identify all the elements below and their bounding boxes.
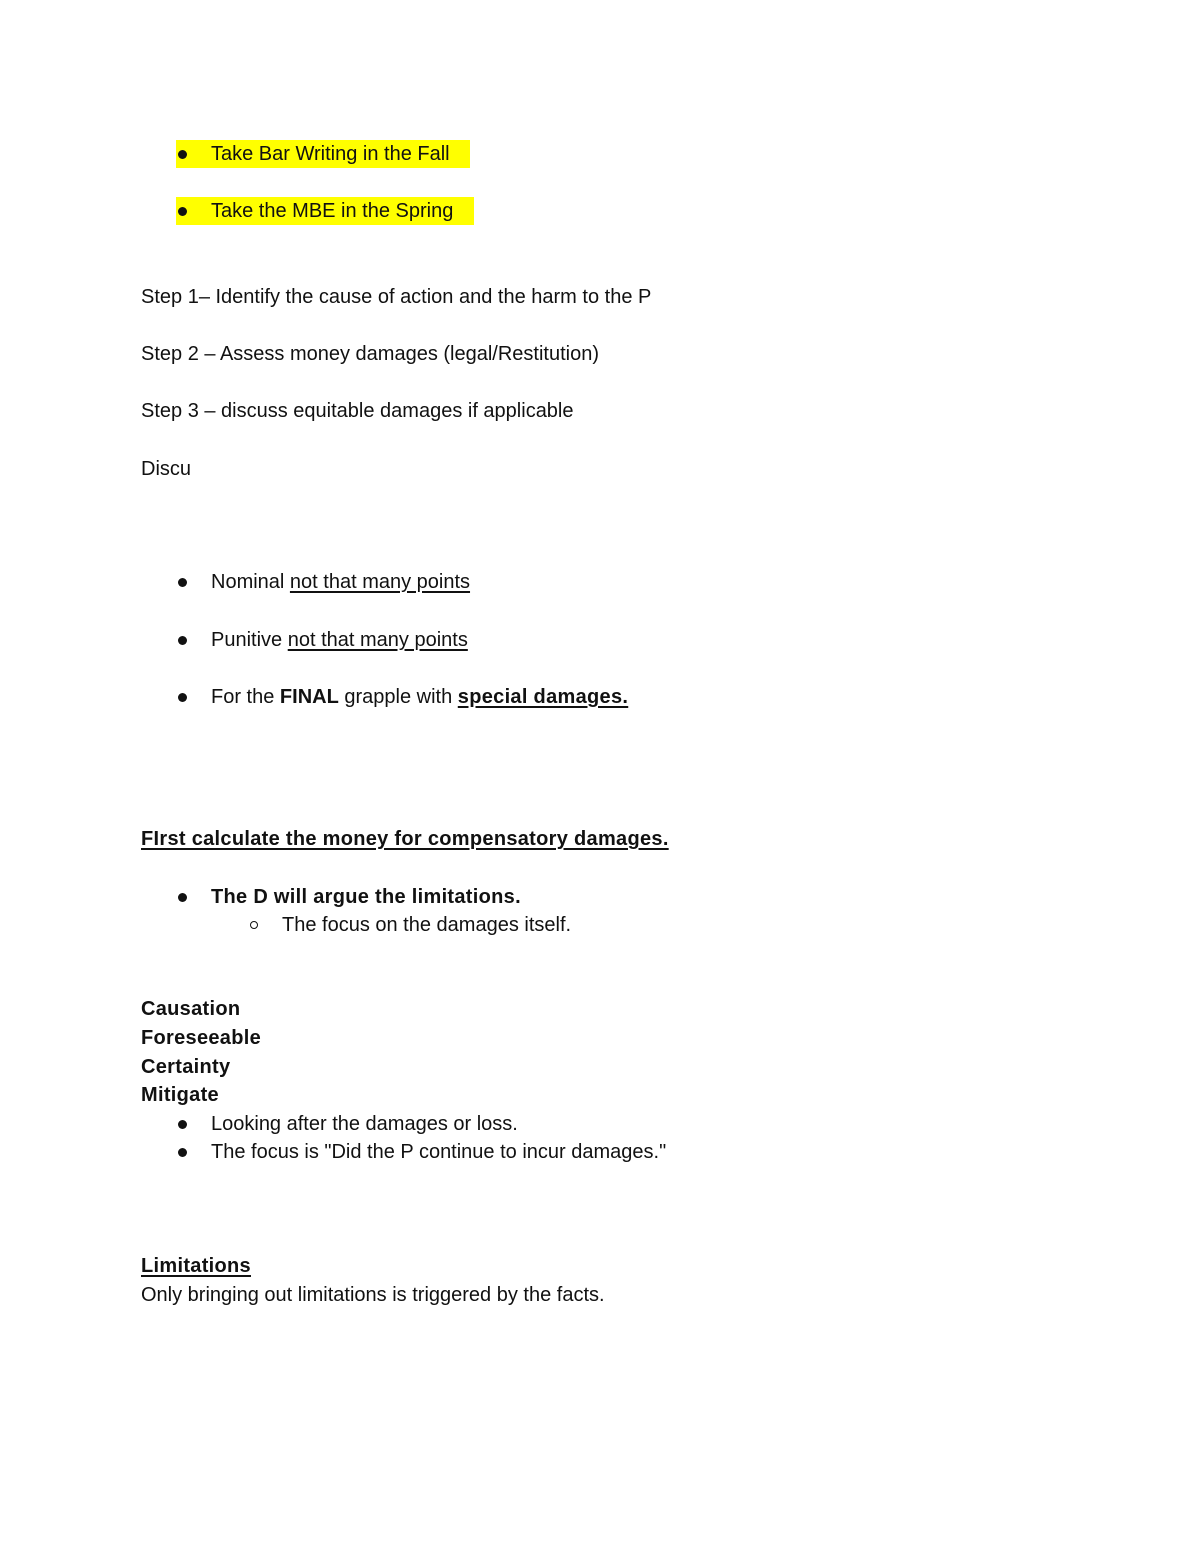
bullet-icon	[178, 636, 187, 645]
step-discu: Discu	[141, 458, 192, 480]
step-1: Step 1– Identify the cause of action and the harm to the P	[141, 286, 652, 308]
final-special: special damages.	[457, 686, 629, 708]
compensatory-bullet-text: The D will argue the limitations.	[211, 886, 521, 908]
final-middle: grapple with	[344, 686, 453, 708]
bullet-icon	[178, 578, 187, 587]
highlight-item-text: Take Bar Writing in the Fall	[211, 143, 450, 165]
limitations-text: Only bringing out limitations is triggered by the facts.	[141, 1284, 605, 1306]
bullet-icon	[178, 1148, 187, 1157]
bullet-icon	[178, 693, 187, 702]
final-line	[211, 685, 628, 709]
compensatory-heading: FIrst calculate the money for compensatory damages.	[141, 828, 669, 850]
highlight-item-text: Take the MBE in the Spring	[211, 200, 454, 222]
final-bold: FINAL	[279, 686, 339, 708]
bullet-icon	[178, 207, 187, 216]
mitigate-bullet-text: Looking after the damages or loss.	[211, 1113, 518, 1135]
limitations-heading: Limitations	[141, 1255, 251, 1277]
final-prefix: For the	[211, 686, 275, 708]
factor-causation: Causation	[141, 998, 241, 1020]
bullet-icon	[178, 1120, 187, 1129]
factor-foreseeable: Foreseeable	[141, 1027, 262, 1049]
factor-mitigate: Mitigate	[141, 1084, 219, 1106]
mitigate-bullet-text: The focus is "Did the P continue to incur damages."	[211, 1141, 667, 1163]
step-3: Step 3 – discuss equitable damages if applicable	[141, 400, 574, 422]
bullet-icon	[178, 893, 187, 902]
nominal-note: not that many points	[289, 571, 471, 593]
bullet-icon	[178, 150, 187, 159]
nominal-line	[211, 570, 470, 594]
step-2: Step 2 – Assess money damages (legal/Restitution)	[141, 343, 600, 365]
factor-certainty: Certainty	[141, 1056, 231, 1078]
hollow-bullet-icon	[250, 921, 258, 929]
nominal-label: Nominal	[211, 571, 285, 593]
punitive-note: not that many points	[287, 629, 468, 651]
punitive-label: Punitive	[211, 629, 283, 651]
compensatory-sub-text: The focus on the damages itself.	[282, 914, 572, 936]
punitive-line	[211, 628, 468, 652]
